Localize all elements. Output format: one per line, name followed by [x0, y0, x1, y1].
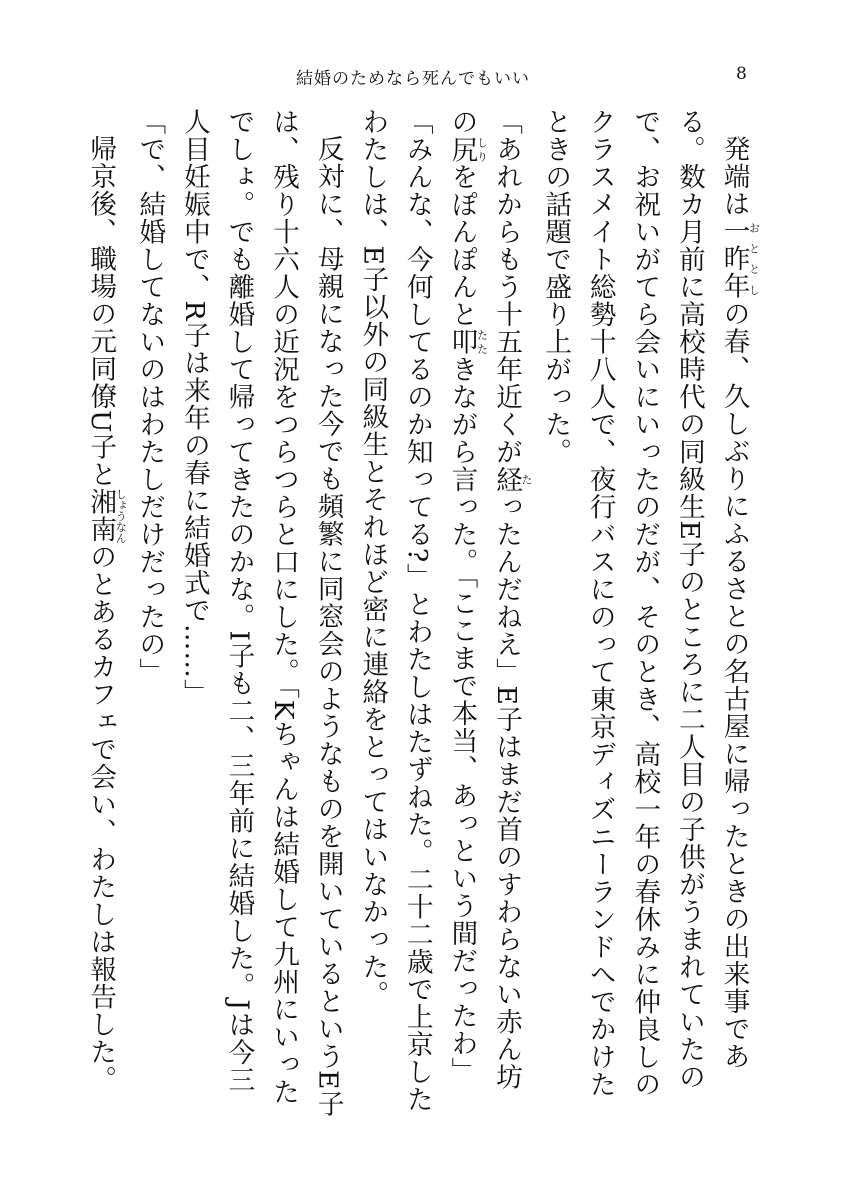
- text-run: 発端は: [718, 134, 750, 218]
- ruby-word: [85, 487, 128, 543]
- ruby-word: [718, 217, 760, 300]
- text-run: の春、久しぶりにふるさとの名古屋に帰ったときの出来事である。数カ月前に高校時代の同級生E子のところに二人目の子供がうまれていたので、お祝いがてら会いにいったのだが、そのとき、高校一年の春休みに仲良しのクラスメイト総勢十八人で、夜行バスにのって東京ディズニーランドへでかけたときの話題で盛り上がった。: [540, 108, 750, 1098]
- ruby-base: 湘南: [85, 487, 117, 543]
- paragraph-3: 「みんな、今何してるのか知ってる?」とわたしはたずねた。二十二歳で上京したわたしは、E子以外の同級生とそれほど密に連絡をとってはいなかった。: [357, 108, 433, 1114]
- ruby-base: 経: [491, 465, 523, 493]
- paragraph-1: [533, 108, 760, 1118]
- ruby-reading: たた: [475, 328, 489, 356]
- text-run: ったんだねえ」E子はまだ首のすわらない赤ん坊の: [446, 108, 523, 1091]
- ruby-base: 尻: [446, 135, 478, 163]
- ruby-base: 叩: [446, 328, 478, 356]
- page-number: 8: [736, 64, 747, 84]
- body-text: [84, 108, 760, 1118]
- text-run: をぽんぽんと: [446, 163, 478, 328]
- paragraph-6: [84, 108, 127, 1118]
- ruby-reading: しょうなん: [114, 487, 128, 543]
- running-head-title: 結婚のためなら死んでもいい: [296, 69, 530, 89]
- ruby-reading: おととし: [747, 217, 760, 300]
- ruby-word: [446, 135, 489, 164]
- paragraph-5: 「で、結婚してないのはわたしだけだったの」: [134, 108, 166, 686]
- ruby-word: [491, 465, 534, 494]
- ruby-reading: た: [520, 465, 534, 493]
- paragraph-2: [439, 108, 533, 1118]
- text-run: 「あれからもう十五年近くが: [491, 108, 523, 466]
- text-run: きながら言った。「ここまで本当、あっという間だったわ」: [446, 355, 478, 1085]
- ruby-reading: しり: [475, 135, 489, 163]
- ruby-base: 一昨年: [718, 217, 750, 300]
- text-run: 帰京後、職場の元同僚U子と: [85, 134, 117, 488]
- paragraph-4: 反対に、母親になった今でも頻繁に同窓会のようなものを開いているというE子は、残り十六人の近況をつらつらと口にした。「Kちゃんは結婚して九州にいったでしょ。でも離婚して帰ってきたのかな。I子も二、三年前に結婚した。Jは今三人目妊娠中で、R子は来年の春に結婚式で……」: [178, 108, 344, 1118]
- text-run: のとあるカフェで会い、わたしは報告した。: [85, 542, 117, 1093]
- ruby-word: [446, 328, 489, 356]
